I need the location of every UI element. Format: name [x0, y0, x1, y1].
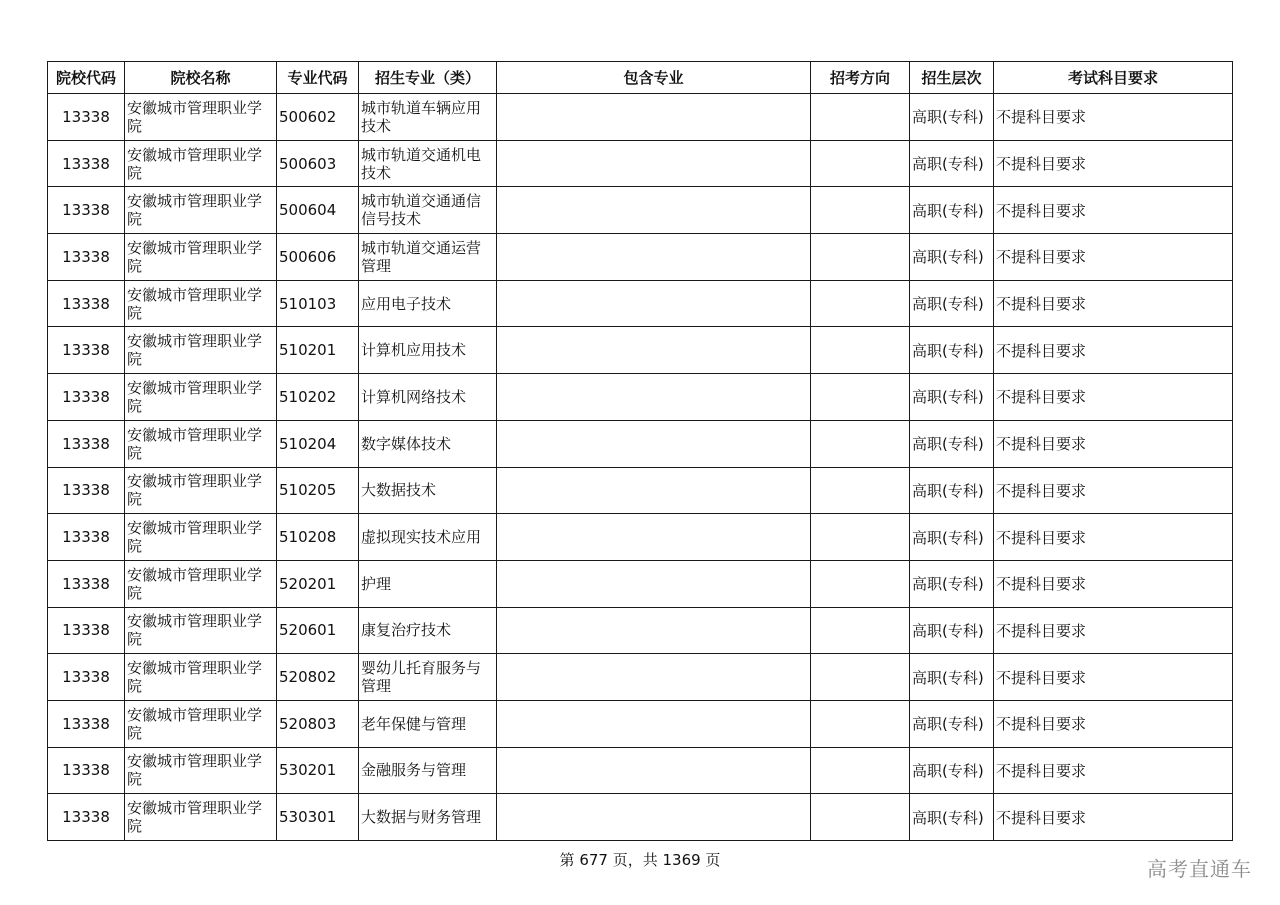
- cell-school-name: 安徽城市管理职业学院: [125, 234, 277, 281]
- cell-school-name: 安徽城市管理职业学院: [125, 654, 277, 701]
- table-row: [48, 794, 1233, 841]
- table-row: [48, 327, 1233, 374]
- cell-school-code: 13338: [48, 654, 125, 701]
- cell-level: 高职(专科): [910, 747, 994, 794]
- table-row: [48, 234, 1233, 281]
- header-major: 招生专业（类）: [359, 62, 497, 94]
- table-row: [48, 94, 1233, 141]
- cell-school-code: 13338: [48, 420, 125, 467]
- table-row: [48, 654, 1233, 701]
- table-row: [48, 187, 1233, 234]
- cell-direction: [811, 514, 910, 561]
- cell-level: 高职(专科): [910, 280, 994, 327]
- header-included-majors: 包含专业: [497, 62, 811, 94]
- cell-subject-requirement: 不提科目要求: [994, 327, 1233, 374]
- cell-school-code: 13338: [48, 374, 125, 421]
- cell-direction: [811, 607, 910, 654]
- cell-major: 城市轨道交通通信信号技术: [359, 187, 497, 234]
- cell-subject-requirement: 不提科目要求: [994, 374, 1233, 421]
- cell-subject-requirement: 不提科目要求: [994, 420, 1233, 467]
- cell-direction: [811, 560, 910, 607]
- cell-included-majors: [497, 374, 811, 421]
- header-direction: 招考方向: [811, 62, 910, 94]
- header-major-code: 专业代码: [277, 62, 359, 94]
- admissions-table: [47, 61, 1233, 841]
- cell-major: 计算机网络技术: [359, 374, 497, 421]
- header-subject-requirement: 考试科目要求: [994, 62, 1233, 94]
- cell-major: 计算机应用技术: [359, 327, 497, 374]
- cell-direction: [811, 280, 910, 327]
- cell-level: 高职(专科): [910, 560, 994, 607]
- cell-school-code: 13338: [48, 700, 125, 747]
- cell-major: 大数据与财务管理: [359, 794, 497, 841]
- table-row: [48, 420, 1233, 467]
- cell-major-code: 500606: [277, 234, 359, 281]
- cell-included-majors: [497, 514, 811, 561]
- cell-major: 城市轨道交通运营管理: [359, 234, 497, 281]
- cell-school-name: 安徽城市管理职业学院: [125, 747, 277, 794]
- table-row: [48, 467, 1233, 514]
- header-school-name: 院校名称: [125, 62, 277, 94]
- cell-school-name: 安徽城市管理职业学院: [125, 700, 277, 747]
- cell-major-code: 510201: [277, 327, 359, 374]
- cell-direction: [811, 420, 910, 467]
- cell-major-code: 520601: [277, 607, 359, 654]
- cell-school-code: 13338: [48, 140, 125, 187]
- cell-major: 城市轨道交通机电技术: [359, 140, 497, 187]
- page-number: 第 677 页，共 1369 页: [559, 851, 721, 869]
- cell-included-majors: [497, 327, 811, 374]
- cell-major-code: 500603: [277, 140, 359, 187]
- cell-subject-requirement: 不提科目要求: [994, 700, 1233, 747]
- table-body: [48, 94, 1233, 841]
- cell-included-majors: [497, 560, 811, 607]
- cell-direction: [811, 794, 910, 841]
- cell-subject-requirement: 不提科目要求: [994, 94, 1233, 141]
- cell-direction: [811, 374, 910, 421]
- cell-level: 高职(专科): [910, 420, 994, 467]
- cell-school-name: 安徽城市管理职业学院: [125, 560, 277, 607]
- cell-subject-requirement: 不提科目要求: [994, 560, 1233, 607]
- cell-level: 高职(专科): [910, 140, 994, 187]
- cell-direction: [811, 187, 910, 234]
- table-header-row: [48, 62, 1233, 94]
- header-school-code: 院校代码: [48, 62, 125, 94]
- cell-direction: [811, 747, 910, 794]
- cell-school-code: 13338: [48, 94, 125, 141]
- cell-subject-requirement: 不提科目要求: [994, 280, 1233, 327]
- table-row: [48, 514, 1233, 561]
- cell-school-name: 安徽城市管理职业学院: [125, 514, 277, 561]
- cell-level: 高职(专科): [910, 467, 994, 514]
- cell-school-name: 安徽城市管理职业学院: [125, 374, 277, 421]
- cell-school-name: 安徽城市管理职业学院: [125, 140, 277, 187]
- cell-included-majors: [497, 234, 811, 281]
- cell-level: 高职(专科): [910, 234, 994, 281]
- cell-major-code: 500604: [277, 187, 359, 234]
- cell-major-code: 520803: [277, 700, 359, 747]
- cell-major: 康复治疗技术: [359, 607, 497, 654]
- cell-direction: [811, 467, 910, 514]
- table-row: [48, 700, 1233, 747]
- cell-direction: [811, 700, 910, 747]
- cell-included-majors: [497, 280, 811, 327]
- cell-direction: [811, 140, 910, 187]
- cell-level: 高职(专科): [910, 654, 994, 701]
- cell-major-code: 520802: [277, 654, 359, 701]
- cell-major: 虚拟现实技术应用: [359, 514, 497, 561]
- cell-included-majors: [497, 140, 811, 187]
- cell-subject-requirement: 不提科目要求: [994, 654, 1233, 701]
- cell-subject-requirement: 不提科目要求: [994, 747, 1233, 794]
- cell-school-name: 安徽城市管理职业学院: [125, 420, 277, 467]
- cell-level: 高职(专科): [910, 327, 994, 374]
- watermark: 高考直通车: [1147, 857, 1252, 881]
- cell-included-majors: [497, 747, 811, 794]
- cell-school-code: 13338: [48, 560, 125, 607]
- cell-school-code: 13338: [48, 607, 125, 654]
- cell-school-code: 13338: [48, 514, 125, 561]
- cell-major-code: 510208: [277, 514, 359, 561]
- cell-level: 高职(专科): [910, 374, 994, 421]
- cell-major: 金融服务与管理: [359, 747, 497, 794]
- cell-major: 护理: [359, 560, 497, 607]
- cell-subject-requirement: 不提科目要求: [994, 467, 1233, 514]
- table-row: [48, 280, 1233, 327]
- cell-level: 高职(专科): [910, 794, 994, 841]
- cell-direction: [811, 327, 910, 374]
- cell-school-code: 13338: [48, 280, 125, 327]
- cell-level: 高职(专科): [910, 514, 994, 561]
- cell-level: 高职(专科): [910, 700, 994, 747]
- cell-major-code: 510103: [277, 280, 359, 327]
- cell-level: 高职(专科): [910, 187, 994, 234]
- cell-direction: [811, 234, 910, 281]
- table-row: [48, 607, 1233, 654]
- cell-included-majors: [497, 700, 811, 747]
- cell-subject-requirement: 不提科目要求: [994, 794, 1233, 841]
- cell-included-majors: [497, 187, 811, 234]
- table-row: [48, 560, 1233, 607]
- cell-major-code: 520201: [277, 560, 359, 607]
- cell-level: 高职(专科): [910, 607, 994, 654]
- cell-major: 应用电子技术: [359, 280, 497, 327]
- cell-school-code: 13338: [48, 234, 125, 281]
- cell-major-code: 510205: [277, 467, 359, 514]
- cell-level: 高职(专科): [910, 94, 994, 141]
- cell-major-code: 530301: [277, 794, 359, 841]
- cell-included-majors: [497, 654, 811, 701]
- cell-subject-requirement: 不提科目要求: [994, 187, 1233, 234]
- cell-school-code: 13338: [48, 327, 125, 374]
- cell-school-name: 安徽城市管理职业学院: [125, 187, 277, 234]
- cell-direction: [811, 654, 910, 701]
- header-level: 招生层次: [910, 62, 994, 94]
- cell-major-code: 530201: [277, 747, 359, 794]
- cell-school-code: 13338: [48, 747, 125, 794]
- cell-included-majors: [497, 607, 811, 654]
- cell-major-code: 510202: [277, 374, 359, 421]
- cell-subject-requirement: 不提科目要求: [994, 140, 1233, 187]
- table-row: [48, 374, 1233, 421]
- cell-subject-requirement: 不提科目要求: [994, 514, 1233, 561]
- cell-subject-requirement: 不提科目要求: [994, 607, 1233, 654]
- cell-included-majors: [497, 420, 811, 467]
- cell-school-name: 安徽城市管理职业学院: [125, 794, 277, 841]
- cell-included-majors: [497, 94, 811, 141]
- cell-school-name: 安徽城市管理职业学院: [125, 467, 277, 514]
- cell-school-code: 13338: [48, 794, 125, 841]
- cell-school-code: 13338: [48, 467, 125, 514]
- cell-school-name: 安徽城市管理职业学院: [125, 607, 277, 654]
- cell-subject-requirement: 不提科目要求: [994, 234, 1233, 281]
- cell-major-code: 500602: [277, 94, 359, 141]
- cell-major: 城市轨道车辆应用技术: [359, 94, 497, 141]
- cell-major: 大数据技术: [359, 467, 497, 514]
- cell-direction: [811, 94, 910, 141]
- table-row: [48, 747, 1233, 794]
- cell-included-majors: [497, 794, 811, 841]
- cell-school-name: 安徽城市管理职业学院: [125, 280, 277, 327]
- cell-included-majors: [497, 467, 811, 514]
- cell-school-name: 安徽城市管理职业学院: [125, 327, 277, 374]
- cell-school-code: 13338: [48, 187, 125, 234]
- cell-major: 婴幼儿托育服务与管理: [359, 654, 497, 701]
- cell-school-name: 安徽城市管理职业学院: [125, 94, 277, 141]
- cell-major: 老年保健与管理: [359, 700, 497, 747]
- cell-major-code: 510204: [277, 420, 359, 467]
- cell-major: 数字媒体技术: [359, 420, 497, 467]
- table-row: [48, 140, 1233, 187]
